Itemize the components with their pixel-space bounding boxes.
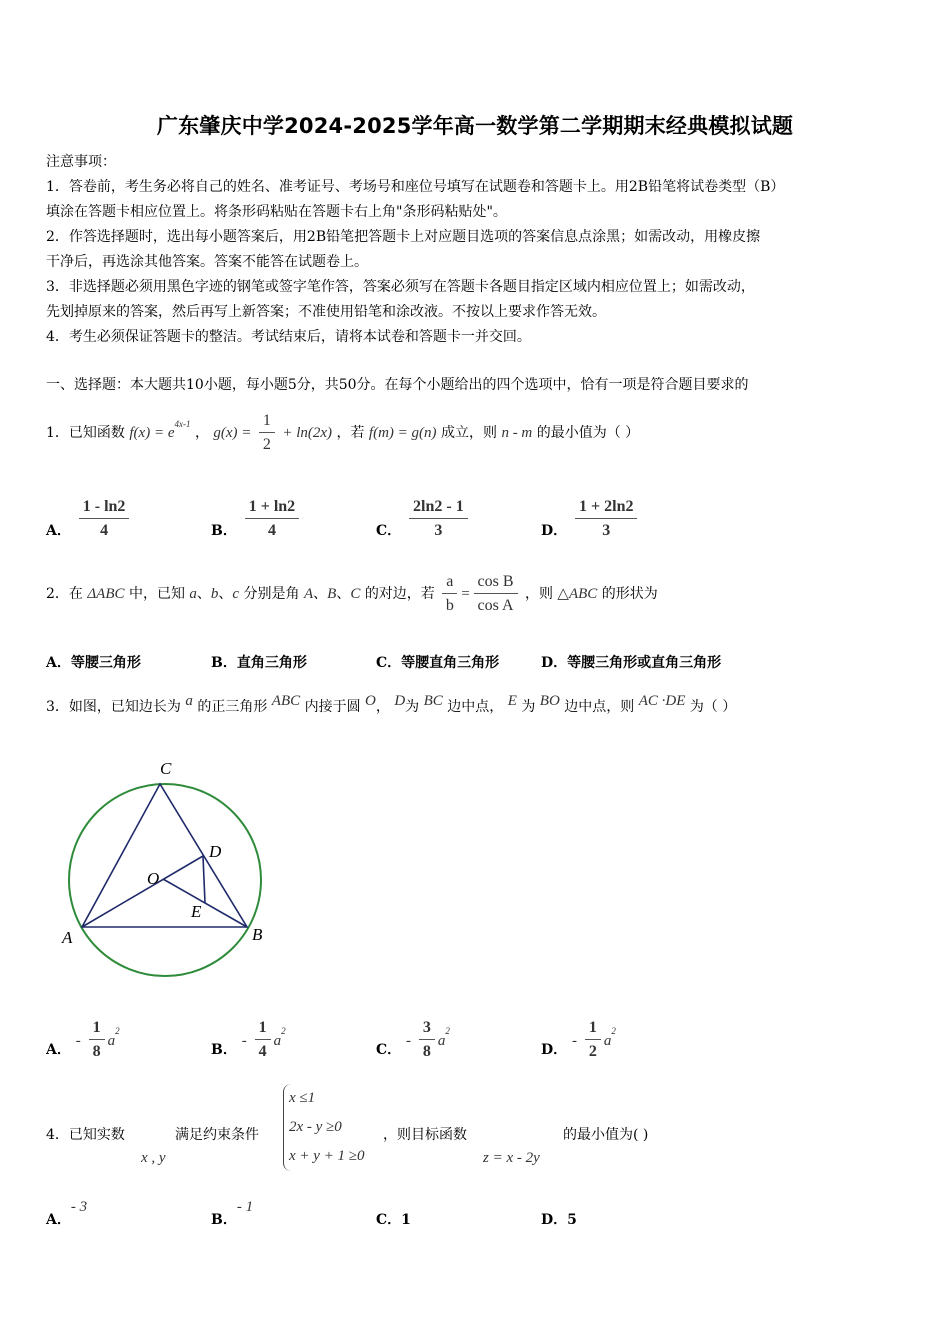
fraction-numerator: 1 — [259, 412, 275, 433]
fraction-numerator: 1 — [89, 1019, 105, 1040]
q4-text-3: ，则目标函数 — [383, 1127, 467, 1143]
q2-text: 的形状为 — [601, 586, 658, 602]
q4-text: 4．已知实数 — [46, 1127, 125, 1143]
q3-option-a[interactable] — [46, 1019, 120, 1071]
q4-option-c[interactable] — [376, 1209, 411, 1229]
minus-sign: - — [406, 1033, 412, 1049]
label-o: O — [147, 869, 160, 888]
fraction-denominator: 4 — [100, 522, 109, 539]
minus-sign: - — [572, 1033, 578, 1049]
q3-triangle: ABC — [271, 693, 301, 709]
option-text: 等腰三角形 — [70, 655, 141, 671]
option-label: B． — [211, 655, 237, 671]
q3-text: 为 — [521, 699, 536, 715]
fraction-numerator: 1 — [255, 1019, 271, 1040]
q2-option-a[interactable] — [46, 652, 141, 672]
q3-text: 为 — [405, 699, 420, 715]
option-exponent: 2 — [281, 1026, 286, 1037]
q3-text: 边中点， — [447, 699, 504, 715]
q4-text-4: 的最小值为( ) — [563, 1127, 649, 1143]
option-exponent: 2 — [115, 1026, 120, 1037]
notes-heading: 注意事项： — [46, 154, 116, 170]
option-fraction — [89, 1019, 105, 1061]
question-1: 1．已知函数 $f(x) = e^{4x-1}$ ， g(x) = $\frac{1}{2}$ + ln(2x) ，若 f(m) = g(n) 成立，则 n - m 的最小值为（ ） — [46, 412, 640, 453]
q4-text-2: 满足约束条件 — [175, 1127, 259, 1143]
option-text: 等腰直角三角形 — [401, 655, 500, 671]
equals-sign: = — [460, 586, 471, 602]
option-var: a — [603, 1033, 612, 1049]
option-label: C． — [376, 1042, 402, 1058]
q1-f: f(x) = e — [129, 425, 175, 441]
fraction-denominator: 4 — [258, 1043, 267, 1060]
fraction-numerator: cos B — [474, 573, 518, 594]
q1-mid: ，若 — [336, 425, 365, 441]
option-label: B． — [211, 1042, 237, 1058]
separator: 、 — [313, 586, 328, 602]
q1-option-b[interactable] — [211, 498, 302, 552]
option-label: D． — [541, 655, 568, 671]
q2-text: 中，已知 — [128, 586, 185, 602]
q2-angle-b: B — [327, 586, 337, 602]
notes-line: 干净后，再选涂其他答案。答案不能答在试题卷上。 — [46, 254, 368, 270]
q2-var-b: b — [210, 586, 219, 602]
q2-text: 分别是角 — [243, 586, 300, 602]
notes-line: 填涂在答题卡相应位置上。将条形码粘贴在答题卡右上角"条形码粘贴处"。 — [46, 204, 507, 220]
fraction-numerator: 1 + 2ln2 — [575, 498, 637, 519]
question-3 — [46, 693, 737, 716]
q2-var-c: c — [232, 586, 240, 602]
minus-sign: - — [241, 1033, 247, 1049]
option-value: - 1 — [236, 1199, 254, 1215]
q4-option-d[interactable] — [541, 1209, 577, 1229]
option-label: D． — [541, 1212, 568, 1228]
notes-line: 3．非选择题必须用黑色字迹的钢笔或签字笔作答，答案必须写在答题卡各题目指定区域内相应位置上；如需改动， — [46, 279, 755, 295]
fraction-denominator: 2 — [262, 436, 271, 453]
notes-line: 4．考生必须保证答题卡的整洁。考试结束后，请将本试卷和答题卡一并交回。 — [46, 329, 531, 345]
q2-option-d[interactable] — [541, 652, 721, 672]
constraint-1: x ≤1 — [289, 1090, 316, 1106]
q3-dot-product: AC ·DE — [638, 693, 686, 709]
separator: 、 — [196, 586, 211, 602]
option-var: a — [437, 1033, 446, 1049]
option-exponent: 2 — [445, 1026, 450, 1037]
label-d: D — [209, 842, 222, 861]
fraction-numerator: a — [442, 573, 457, 594]
exam-title: 广东肇庆中学2024-2025学年高一数学第二学期期末经典模拟试题 — [156, 114, 794, 138]
notes-line: 2．作答选择题时，选出每小题答案后，用2B铅笔把答题卡上对应题目选项的答案信息点涂黑；如需改动，用橡皮擦 — [46, 229, 761, 245]
q4-variables: x , y — [141, 1150, 166, 1166]
fraction-denominator: cos A — [477, 597, 514, 614]
option-fraction — [409, 498, 468, 540]
q1-option-a[interactable] — [46, 498, 132, 552]
q1-g-fraction — [259, 412, 275, 454]
q3-figure — [55, 755, 270, 985]
q1-expression: n - m — [501, 425, 533, 441]
fraction-numerator: 1 - ln2 — [79, 498, 130, 519]
q1-f-exponent: 4x-1 — [174, 419, 191, 430]
constraint-3: x + y + 1 ≥0 — [289, 1148, 365, 1164]
q2-option-b[interactable] — [211, 652, 307, 672]
q3-circle-o: O — [365, 693, 376, 709]
q1-mid2: 成立，则 — [440, 425, 497, 441]
separator: 、 — [336, 586, 351, 602]
q3-point-d: D — [394, 693, 406, 709]
option-var: a — [107, 1033, 116, 1049]
option-fraction — [79, 498, 130, 540]
option-fraction — [419, 1019, 435, 1061]
option-exponent: 2 — [611, 1026, 616, 1037]
option-label: C． — [376, 1212, 402, 1228]
option-label: A． — [46, 655, 71, 671]
q1-g: g(x) = — [213, 425, 252, 441]
q1-g-tail: + ln(2x) — [282, 425, 333, 441]
q2-fraction-ab — [442, 573, 457, 615]
q1-tail: 的最小值为（ ） — [536, 425, 640, 441]
option-label: D． — [541, 523, 568, 539]
q4-constraint-system — [283, 1084, 365, 1171]
q3-text: 的正三角形 — [197, 699, 268, 715]
q3-option-b[interactable] — [211, 1019, 286, 1071]
q1-prefix: 1．已知函数 — [46, 425, 125, 441]
q3-text: 内接于圆 — [304, 699, 361, 715]
q3-text: 3．如图，已知边长为 — [46, 699, 181, 715]
option-text: 等腰三角形或直角三角形 — [567, 655, 722, 671]
fraction-denominator: 3 — [602, 522, 611, 539]
fraction-denominator: 3 — [434, 522, 443, 539]
notes — [46, 150, 906, 350]
option-label: B． — [211, 1212, 237, 1228]
option-label: A． — [46, 1042, 71, 1058]
notes-line: 先划掉原来的答案，然后再写上新答案；不准使用铅笔和涂改液。不按以上要求作答无效。 — [46, 304, 606, 320]
option-text: 直角三角形 — [236, 655, 307, 671]
constraint-2: 2x - y ≥0 — [289, 1119, 342, 1135]
fraction-denominator: 8 — [422, 1043, 431, 1060]
separator: ， — [375, 699, 390, 715]
option-fraction — [245, 498, 299, 540]
separator: 、 — [218, 586, 233, 602]
option-value: - 3 — [70, 1199, 88, 1215]
option-label: B． — [211, 523, 237, 539]
segment-de — [203, 856, 205, 903]
q1-option-c[interactable] — [376, 498, 471, 552]
option-label: C． — [376, 523, 402, 539]
label-e: E — [191, 902, 202, 921]
option-fraction — [255, 1019, 271, 1061]
fraction-numerator: 1 — [585, 1019, 601, 1040]
q3-segment-bo: BO — [539, 693, 560, 709]
fraction-denominator: 4 — [267, 522, 276, 539]
option-label: A． — [46, 1212, 71, 1228]
label-c: C — [160, 759, 172, 778]
minus-sign: - — [75, 1033, 81, 1049]
label-b: B — [252, 925, 263, 944]
fraction-numerator: 3 — [419, 1019, 435, 1040]
q2-angle-a: A — [304, 586, 314, 602]
fraction-numerator: 2ln2 - 1 — [409, 498, 468, 519]
triangle-abc — [82, 784, 247, 927]
q2-text: ，则 — [524, 586, 553, 602]
option-fraction — [585, 1019, 601, 1061]
q2-fraction-cos — [474, 573, 518, 615]
fraction-denominator: b — [445, 597, 454, 614]
q3-side-bc: BC — [423, 693, 443, 709]
q3-var-a: a — [185, 693, 193, 709]
q2-text: 2．在 — [46, 586, 83, 602]
option-value: 1 — [401, 1212, 411, 1228]
option-value: 5 — [567, 1212, 577, 1228]
option-var: a — [273, 1033, 282, 1049]
q1-condition: f(m) = g(n) — [368, 425, 437, 441]
q2-angle-c: C — [350, 586, 361, 602]
q4-objective: z = x - 2y — [483, 1150, 540, 1166]
q2-triangle: △ABC — [557, 586, 598, 602]
q3-text: 边中点，则 — [564, 699, 635, 715]
fraction-denominator: 8 — [92, 1043, 101, 1060]
q2-option-c[interactable] — [376, 652, 499, 672]
notes-line: 1．答卷前，考生务必将自己的姓名、准考证号、考场号和座位号填写在试题卷和答题卡上。用2B铅笔将试卷类型（B） — [46, 179, 785, 195]
option-label: C． — [376, 655, 402, 671]
q2-triangle: ΔABC — [87, 586, 125, 602]
label-a: A — [62, 928, 73, 947]
q3-point-e: E — [507, 693, 517, 709]
q3-option-d[interactable] — [541, 1019, 616, 1071]
fraction-denominator: 2 — [588, 1043, 597, 1060]
fraction-numerator: 1 + ln2 — [245, 498, 299, 519]
q3-text: 为（ ） — [689, 699, 737, 715]
option-label: D． — [541, 1042, 568, 1058]
option-label: A． — [46, 523, 71, 539]
question-2 — [46, 573, 658, 615]
question-4 — [46, 1124, 125, 1144]
q2-text: 的对边，若 — [364, 586, 435, 602]
q4-option-a[interactable] — [46, 1199, 88, 1229]
section-heading: 一、选择题：本大题共10小题，每小题5分，共50分。在每个小题给出的四个选项中，恰有一项是符合题目要求的 — [46, 377, 749, 393]
q4-option-b[interactable] — [211, 1199, 254, 1229]
q3-option-c[interactable] — [376, 1019, 450, 1071]
option-fraction — [575, 498, 637, 540]
q2-var-a: a — [189, 586, 197, 602]
q1-option-d[interactable] — [541, 498, 640, 552]
